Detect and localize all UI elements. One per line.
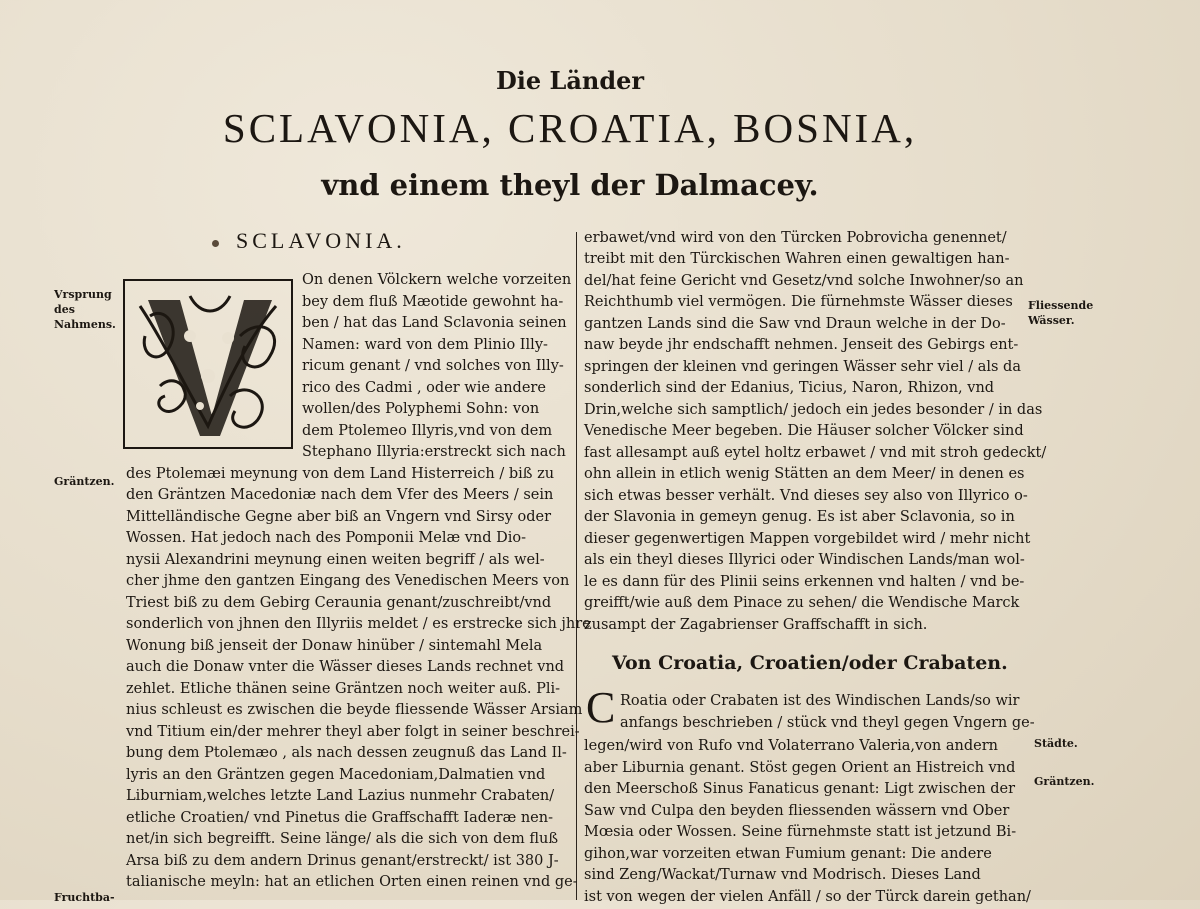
text-line: ben / hat das Land Sclavonia seinen [302,315,567,331]
ornament-dot [212,240,219,247]
margin-note-borders-croatia: Gräntzen. [1034,775,1095,788]
text-line: Stephano Illyria:erstreckt sich nach [302,444,566,460]
margin-note-origin: Vrsprung des Nahmens. [54,288,116,331]
text-line: sich etwas besser verhält. Vnd dieses sey also von Illyrico o- [584,488,1028,504]
margin-note-borders: Gräntzen. [54,475,115,488]
margin-note-towns: Städte. [1034,737,1078,750]
text-line: nius schleust es zwischen die beyde fliessende Wässer Arsiam [126,702,583,718]
text-line: gihon,war vorzeiten etwan Fumium genant: Die andere [584,846,992,862]
text-line: fast allesampt auß eytel holtz erbawet / vnd mit stroh gedeckt/ [584,445,1047,461]
text-line: erbawet/vnd wird von den Türcken Pobrovicha genennet/ [584,230,1007,246]
text-line: Liburniam,welches letzte Land Lazius nunmehr Crabaten/ [126,788,555,804]
text-line: gantzen Lands sind die Saw vnd Draun welche in der Do- [584,316,1006,332]
text-line: talianische meyln: hat an etlichen Orten einen reinen vnd ge- [126,874,578,890]
text-line: dem Ptolemeo Illyris,vnd von dem [302,423,553,439]
text-line: Namen: ward von dem Plinio Illy- [302,337,548,353]
text-line: auch die Donaw vnter die Wässer dieses Lands rechnet vnd [126,659,565,675]
text-line: Mœsia oder Wossen. Seine fürnehmste statt ist jetzund Bi- [584,824,1017,840]
text-line: den Gräntzen Macedoniæ nach dem Vfer des Meers / sein [126,487,554,503]
text-line: der Slavonia in gemeyn genug. Es ist aber Sclavonia, so in [584,509,1015,525]
text-line: le es dann für des Plinii seins erkennen vnd halten / vnd be- [584,574,1025,590]
text-line: Drin,welche sich samptlich/ jedoch ein jedes besonder / in das [584,402,1043,418]
text-line: als ein theyl dieses Illyrici oder Windischen Lands/man wol- [584,552,1025,568]
initial-c: C [586,683,616,732]
title-prefix: Die Länder [495,66,645,95]
text-line: des Ptolemæi meynung von dem Land Histerreich / biß zu [126,466,555,482]
text-line: Reichthumb viel vermögen. Die fürnehmste Wässer dieses [584,294,1013,310]
section-heading-sclavonia: SCLAVONIA. [236,228,406,253]
page-subtitle: vnd einem theyl der Dalmacey. [321,168,819,202]
text-line: aber Liburnia genant. Stöst gegen Orient an Histreich vnd [584,760,1016,776]
text-line: lyris an den Gräntzen gegen Macedoniam,Dalmatien vnd [126,767,546,783]
text-line: zusampt der Zagabrienser Graffschafft in sich. [584,617,928,633]
text-line: del/hat feine Gericht vnd Gesetz/vnd solche Inwohner/so an [584,273,1024,289]
text-line: greifft/wie auß dem Pinace zu sehen/ die Wendische Marck [584,595,1020,611]
text-line: Wossen. Hat jedoch nach des Pomponii Melæ vnd Dio- [126,530,527,546]
text-line: Mittelländische Gegne aber biß an Vngern vnd Sirsy oder [126,509,552,525]
text-line: bung dem Ptolemæo , als nach dessen zeugnuß das Land Il- [126,745,567,761]
text-line: sind Zeng/Wackat/Turnaw vnd Modrisch. Dieses Land [584,867,981,883]
text-line: treibt mit den Türckischen Wahren einen gewaltigen han- [584,251,1010,267]
text-line: Venedische Meer begeben. Die Häuser solcher Völcker sind [584,423,1024,439]
text-line: springen der kleinen vnd geringen Wässer sehr viel / als da [584,359,1021,375]
text-line: bey dem fluß Mæotide gewohnt ha- [302,294,564,310]
text-line: dieser gegenwertigen Mappen vorgebildet wird / mehr nicht [584,531,1031,547]
text-line: wollen/des Polyphemi Sohn: von [302,401,540,417]
text-line: ricum genant / vnd solches von Illy- [302,358,564,374]
text-line: legen/wird von Rufo vnd Volaterrano Valeria,von andern [584,738,998,754]
text-line: Arsa biß zu dem andern Drinus genant/erstreckt/ ist 380 J- [126,853,559,869]
text-line: etliche Croatien/ vnd Pinetus die Graffschafft Iaderæ nen- [126,810,553,826]
text-line: Roatia oder Crabaten ist des Windischen Lands/so wir [620,693,1020,709]
text-line: sonderlich von jhnen den Illyriis meldet / es erstrecke sich jhre [126,616,591,632]
text-line: Wonung biß jenseit der Donaw hinüber / sintemahl Mela [126,638,543,654]
text-line: On denen Völckern welche vorzeiten [302,272,572,288]
margin-note-fertile: Fruchtba- [54,891,115,904]
text-line: nysii Alexandrini meynung einen weiten begriff / als wel- [126,552,545,568]
ornate-initial-v [120,276,296,452]
text-line: Triest biß zu dem Gebirg Ceraunia genant/zuschreibt/vnd [126,595,552,611]
text-line: sonderlich sind der Edanius, Ticius, Naron, Rhizon, vnd [584,380,995,396]
text-line: ohn allein in etlich wenig Stätten an dem Meer/ in denen es [584,466,1025,482]
text-line: cher jhme den gantzen Eingang des Venedischen Meers von [126,573,570,589]
text-line: anfangs beschrieben / stück vnd theyl gegen Vngern ge- [620,715,1035,731]
section-heading-croatia: Von Croatia, Croatien/oder Crabaten. [612,652,1008,674]
text-line: net/in sich begreifft. Seine länge/ als die sich von dem fluß [126,831,559,847]
text-line: zehlet. Etliche thänen seine Gräntzen noch weiter auß. Pli- [126,681,561,697]
text-line: naw beyde jhr endschafft nehmen. Jenseit des Gebirgs ent- [584,337,1019,353]
text-line: den Meerschoß Sinus Fanaticus genant: Ligt zwischen der [584,781,1016,797]
text-line: Saw vnd Culpa den beyden fliessenden wässern vnd Ober [584,803,1010,819]
text-line: vnd Titium ein/der mehrer theyl aber folgt in seiner beschrei- [126,724,580,740]
margin-note-rivers: Fliessende Wässer. [1028,299,1094,327]
text-line: ist von wegen der vielen Anfäll / so der Türck darein gethan/ [584,889,1031,905]
page-title: SCLAVONIA, CROATIA, BOSNIA, [222,105,918,151]
text-line: rico des Cadmi , oder wie andere [302,380,546,396]
column-divider [576,232,577,900]
